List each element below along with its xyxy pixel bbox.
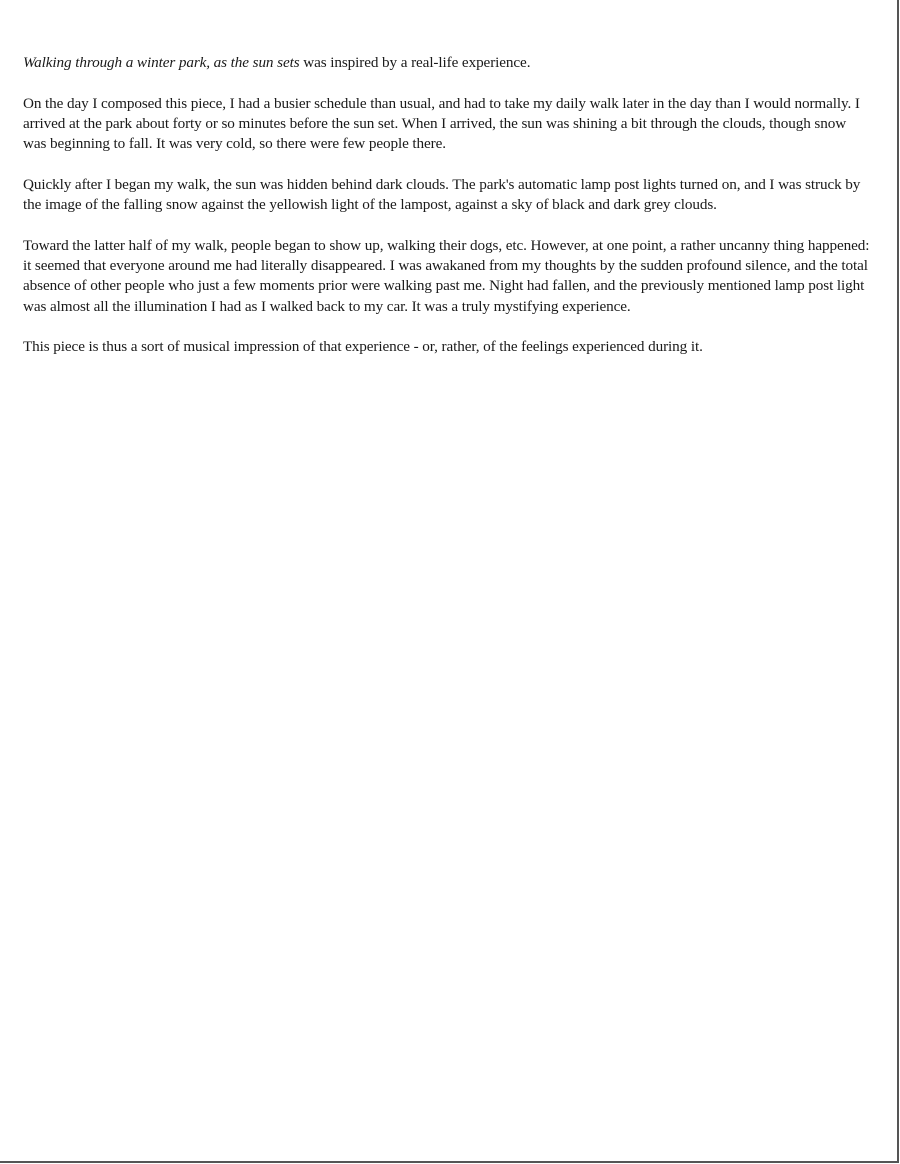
body-paragraph-3: Toward the latter half of my walk, people began to show up, walking their dogs, etc. However, at one point, a rather uncanny thing happened: it seemed that everyone around me had literally disappeared. I was awakaned from my thoughts by the sudden profound silence, and the total absence of other people who just a few moments prior were walking past me. Night had fallen, and the previously mentioned lamp post light was almost all the illumination I had as I walked back to my car. It was a truly mystifying experience. (23, 236, 870, 315)
piece-title: Walking through a winter park, as the sun sets (23, 54, 300, 71)
body-paragraph-4: This piece is thus a sort of musical impression of that experience - or, rather, of the feelings experienced during it. (23, 338, 703, 356)
intro-text: was inspired by a real-life experience. (299, 54, 531, 71)
document-body (23, 53, 873, 378)
body-paragraph-1: On the day I composed this piece, I had a busier schedule than usual, and had to take my daily walk later in the day than I would normally. I arrived at the park about forty or so minutes before the sun set. When I arrived, the sun was shining a bit through the clouds, though snow was beginning to fall. It was very cold, so there were few people there. (23, 94, 860, 153)
body-paragraph-2: Quickly after I began my walk, the sun was hidden behind dark clouds. The park's automatic lamp post lights turned on, and I was struck by the image of the falling snow against the yellowish light of the lampost, against a sky of black and dark grey clouds. (23, 175, 861, 214)
intro-paragraph (23, 53, 873, 73)
